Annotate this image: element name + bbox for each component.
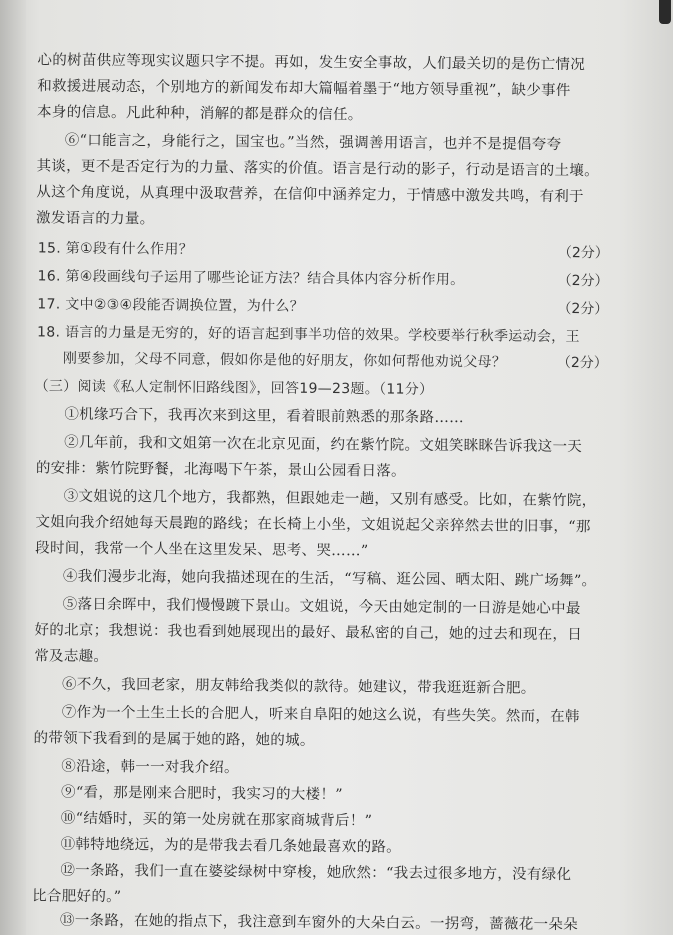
reading-line: ⑧沿途，韩一一对我介绍。 <box>61 758 239 777</box>
section-heading: （三）阅读《私人定制怀旧路线图》，回答19—23题。（11分） <box>34 378 434 398</box>
question-16: 16. 第④段画线句子运用了哪些论证方法？结合具体内容分析作用。 <box>37 268 465 289</box>
reading-line: ⑬一条路，在她的指点下，我注意到车窗外的大朵白云。一拐弯，蔷薇花一朵朵 <box>59 912 579 934</box>
question-18-score: （2分） <box>556 354 608 372</box>
passage-line: 其谈，更不是否定行为的力量、落实的价值。语言是行动的影子，行动是语言的土壤。 <box>36 158 599 180</box>
question-16-score: （2分） <box>557 272 609 290</box>
passage-line: ⑥“口能言之，身能行之，国宝也。”当然，强调善用语言，也并不是提倡夸夸 <box>64 132 562 153</box>
reading-line: ⑦作为一个土生土长的合肥人，听来自阜阳的她这么说，有些失笑。然而，在韩 <box>61 704 580 726</box>
question-15: 15. 第①段有什么作用？ <box>37 240 194 258</box>
question-15-score: （2分） <box>557 244 609 262</box>
question-17-score: （2分） <box>557 300 609 318</box>
passage-line: 从这个角度说，从真理中汲取营养，在信仰中涵养定力，于情感中激发共鸣，有利于 <box>36 184 584 206</box>
reading-line: ②几年前，我和文姐第一次在北京见面，约在紫竹院。文姐笑眯眯告诉我这一天 <box>64 434 583 456</box>
passage-line: 激发语言的力量。 <box>36 210 155 228</box>
reading-line: ⑥不久，我回老家，朋友韩给我类似的款待。她建议，带我逛逛新合肥。 <box>61 676 536 697</box>
reading-line: ⑤落日余晖中，我们慢慢踱下景山。文姐说，今天由她定制的一日游是她心中最 <box>62 596 581 618</box>
reading-line: 比合肥好的。” <box>32 888 122 906</box>
passage-line: 和救援进展动态，个别地方的新闻发布却大篇幅着墨于“地方领导重视”，缺少事件 <box>37 78 571 100</box>
reading-line: ⑫一条路，我们一直在婆娑绿树中穿梭，她欣然：“我去过很多地方，没有绿化 <box>60 862 572 884</box>
reading-line: ③文姐说的这几个地方，我都熟，但跟她走一趟，又别有感受。比如，在紫竹院， <box>63 488 597 510</box>
reading-line: ⑪韩特地绕远，为的是带我去看几条她最喜欢的路。 <box>60 836 402 856</box>
passage-line: 心的树苗供应等现实议题只字不提。再如，发生安全事故，人们最关切的是伤亡情况 <box>37 52 586 74</box>
reading-line: ⑩“结婚时，买的第一处房就在那家商城背后！” <box>60 810 373 830</box>
question-18: 18. 语言的力量是无穷的，好的语言起到事半功倍的效果。学校要举行秋季运动会，王 <box>37 324 580 346</box>
passage-line: 本身的信息。凡此种种，消解的都是群众的信任。 <box>36 104 363 124</box>
reading-line: 的安排：紫竹院野餐，北海喝下午茶，景山公园看日落。 <box>35 460 406 480</box>
question-17: 17. 文中②③④段能否调换位置，为什么？ <box>37 296 305 315</box>
reading-line: 段时间，我常一个人坐在这里发呆、思考、哭……” <box>35 540 369 560</box>
question-18-continued: 刚要参加，父母不同意，假如你是他的好朋友，你如何帮他劝说父母？ <box>62 350 507 371</box>
reading-line: 常及志趣。 <box>34 648 109 666</box>
reading-line: 的带领下我看到的是属于她的路，她的城。 <box>33 730 315 749</box>
reading-line: ①机缘巧合下，我再次来到这里，看着眼前熟悉的那条路…… <box>64 406 465 427</box>
reading-line: 文姐向我介绍她每天晨跑的路线；在长椅上小坐，文姐说起父亲猝然去世的旧事，“那 <box>35 514 591 536</box>
reading-line: ⑨“看，那是刚来合肥时，我实习的大楼！” <box>61 784 343 804</box>
reading-line: ④我们漫步北海，她向我描述现在的生活，“写稿、逛公园、晒太阳、跳广场舞”。 <box>62 568 597 590</box>
reading-line: 好的北京；我想说：我也看到她展现出的最好、最私密的自己，她的过去和现在，日 <box>34 622 583 644</box>
